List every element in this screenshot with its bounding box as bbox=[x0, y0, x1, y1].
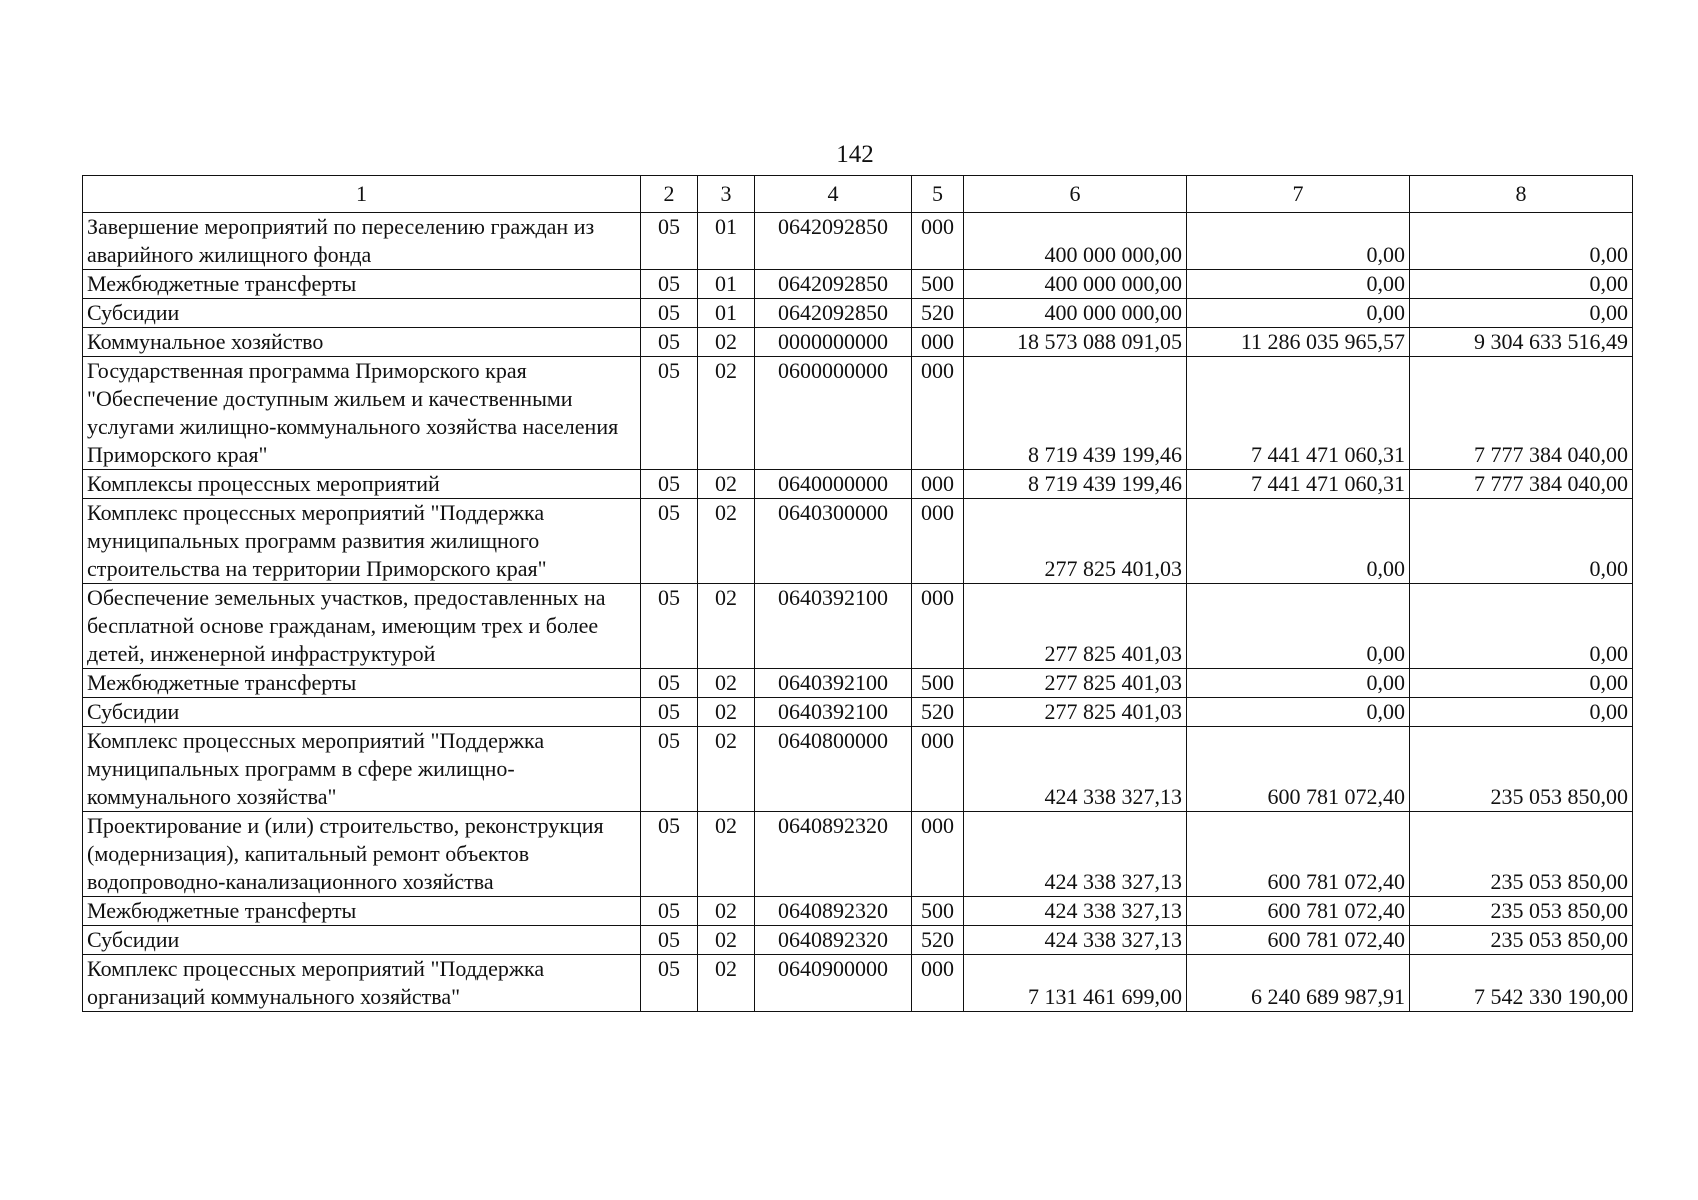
target-article-cell: 0642092850 bbox=[755, 270, 912, 299]
row-name-cell: Государственная программа Приморского края "Обеспечение доступным жильем и качественными услугами жилищно-коммунального хозяйства населения Приморского края" bbox=[83, 357, 641, 470]
amount-col6-cell: 277 825 401,03 bbox=[964, 499, 1187, 584]
expense-type-cell: 520 bbox=[912, 299, 964, 328]
amount-col6-cell: 400 000 000,00 bbox=[964, 299, 1187, 328]
amount-col8-cell: 0,00 bbox=[1410, 299, 1633, 328]
amount-col8-cell: 9 304 633 516,49 bbox=[1410, 328, 1633, 357]
table-body bbox=[83, 213, 1633, 1012]
column-header-3: 3 bbox=[698, 176, 755, 213]
section-code-cell: 05 bbox=[641, 897, 698, 926]
row-name-cell: Комплексы процессных мероприятий bbox=[83, 470, 641, 499]
amount-col7-cell: 600 781 072,40 bbox=[1187, 727, 1410, 812]
subsection-code-cell: 02 bbox=[698, 584, 755, 669]
expense-type-cell: 000 bbox=[912, 955, 964, 1012]
amount-col7-cell: 7 441 471 060,31 bbox=[1187, 470, 1410, 499]
target-article-cell: 0640892320 bbox=[755, 812, 912, 897]
column-header-7: 7 bbox=[1187, 176, 1410, 213]
subsection-code-cell: 01 bbox=[698, 299, 755, 328]
amount-col8-cell: 0,00 bbox=[1410, 584, 1633, 669]
amount-col6-cell: 424 338 327,13 bbox=[964, 897, 1187, 926]
column-header-5: 5 bbox=[912, 176, 964, 213]
expense-type-cell: 500 bbox=[912, 897, 964, 926]
section-code-cell: 05 bbox=[641, 698, 698, 727]
table-row bbox=[83, 669, 1633, 698]
expense-type-cell: 500 bbox=[912, 270, 964, 299]
target-article-cell: 0640392100 bbox=[755, 584, 912, 669]
section-code-cell: 05 bbox=[641, 727, 698, 812]
amount-col8-cell: 7 777 384 040,00 bbox=[1410, 470, 1633, 499]
subsection-code-cell: 02 bbox=[698, 470, 755, 499]
row-name-cell: Комплекс процессных мероприятий "Поддержка организаций коммунального хозяйства" bbox=[83, 955, 641, 1012]
expense-type-cell: 520 bbox=[912, 698, 964, 727]
target-article-cell: 0600000000 bbox=[755, 357, 912, 470]
amount-col6-cell: 424 338 327,13 bbox=[964, 812, 1187, 897]
amount-col7-cell: 0,00 bbox=[1187, 584, 1410, 669]
target-article-cell: 0642092850 bbox=[755, 299, 912, 328]
column-header-4: 4 bbox=[755, 176, 912, 213]
amount-col6-cell: 277 825 401,03 bbox=[964, 698, 1187, 727]
section-code-cell: 05 bbox=[641, 328, 698, 357]
amount-col8-cell: 0,00 bbox=[1410, 669, 1633, 698]
target-article-cell: 0640392100 bbox=[755, 669, 912, 698]
column-header-6: 6 bbox=[964, 176, 1187, 213]
column-header-1: 1 bbox=[83, 176, 641, 213]
table-row bbox=[83, 812, 1633, 897]
section-code-cell: 05 bbox=[641, 499, 698, 584]
subsection-code-cell: 02 bbox=[698, 669, 755, 698]
target-article-cell: 0640892320 bbox=[755, 926, 912, 955]
amount-col7-cell: 600 781 072,40 bbox=[1187, 926, 1410, 955]
row-name-cell: Коммунальное хозяйство bbox=[83, 328, 641, 357]
expense-type-cell: 520 bbox=[912, 926, 964, 955]
row-name-cell: Субсидии bbox=[83, 698, 641, 727]
expense-type-cell: 000 bbox=[912, 470, 964, 499]
amount-col8-cell: 0,00 bbox=[1410, 499, 1633, 584]
row-name-cell: Межбюджетные трансферты bbox=[83, 897, 641, 926]
table-row bbox=[83, 470, 1633, 499]
amount-col7-cell: 600 781 072,40 bbox=[1187, 812, 1410, 897]
subsection-code-cell: 02 bbox=[698, 812, 755, 897]
target-article-cell: 0640800000 bbox=[755, 727, 912, 812]
expense-type-cell: 000 bbox=[912, 584, 964, 669]
expense-type-cell: 000 bbox=[912, 812, 964, 897]
target-article-cell: 0640000000 bbox=[755, 470, 912, 499]
column-header-8: 8 bbox=[1410, 176, 1633, 213]
amount-col8-cell: 235 053 850,00 bbox=[1410, 926, 1633, 955]
budget-table bbox=[82, 175, 1633, 1012]
row-name-cell: Субсидии bbox=[83, 299, 641, 328]
expense-type-cell: 000 bbox=[912, 499, 964, 584]
section-code-cell: 05 bbox=[641, 270, 698, 299]
amount-col8-cell: 7 542 330 190,00 bbox=[1410, 955, 1633, 1012]
table-row bbox=[83, 698, 1633, 727]
table-row bbox=[83, 328, 1633, 357]
section-code-cell: 05 bbox=[641, 926, 698, 955]
amount-col6-cell: 277 825 401,03 bbox=[964, 584, 1187, 669]
table-row bbox=[83, 584, 1633, 669]
subsection-code-cell: 02 bbox=[698, 328, 755, 357]
amount-col6-cell: 400 000 000,00 bbox=[964, 270, 1187, 299]
amount-col6-cell: 18 573 088 091,05 bbox=[964, 328, 1187, 357]
table-row bbox=[83, 270, 1633, 299]
table-row bbox=[83, 727, 1633, 812]
amount-col6-cell: 400 000 000,00 bbox=[964, 213, 1187, 270]
header-row bbox=[83, 176, 1633, 213]
subsection-code-cell: 01 bbox=[698, 213, 755, 270]
table-row bbox=[83, 955, 1633, 1012]
amount-col7-cell: 600 781 072,40 bbox=[1187, 897, 1410, 926]
section-code-cell: 05 bbox=[641, 812, 698, 897]
table-row bbox=[83, 299, 1633, 328]
amount-col6-cell: 277 825 401,03 bbox=[964, 669, 1187, 698]
table-row bbox=[83, 897, 1633, 926]
table-row bbox=[83, 357, 1633, 470]
page-number: 142 bbox=[836, 141, 874, 168]
target-article-cell: 0642092850 bbox=[755, 213, 912, 270]
section-code-cell: 05 bbox=[641, 955, 698, 1012]
amount-col6-cell: 424 338 327,13 bbox=[964, 926, 1187, 955]
subsection-code-cell: 02 bbox=[698, 926, 755, 955]
row-name-cell: Проектирование и (или) строительство, реконструкция (модернизация), капитальный ремонт объектов водопроводно-канализационного хозяйства bbox=[83, 812, 641, 897]
amount-col7-cell: 7 441 471 060,31 bbox=[1187, 357, 1410, 470]
target-article-cell: 0640300000 bbox=[755, 499, 912, 584]
amount-col7-cell: 11 286 035 965,57 bbox=[1187, 328, 1410, 357]
row-name-cell: Субсидии bbox=[83, 926, 641, 955]
amount-col8-cell: 235 053 850,00 bbox=[1410, 812, 1633, 897]
expense-type-cell: 000 bbox=[912, 727, 964, 812]
amount-col8-cell: 0,00 bbox=[1410, 213, 1633, 270]
expense-type-cell: 000 bbox=[912, 328, 964, 357]
table-header bbox=[83, 176, 1633, 213]
section-code-cell: 05 bbox=[641, 584, 698, 669]
table-row bbox=[83, 499, 1633, 584]
section-code-cell: 05 bbox=[641, 299, 698, 328]
subsection-code-cell: 02 bbox=[698, 897, 755, 926]
section-code-cell: 05 bbox=[641, 213, 698, 270]
subsection-code-cell: 02 bbox=[698, 955, 755, 1012]
amount-col7-cell: 6 240 689 987,91 bbox=[1187, 955, 1410, 1012]
table-row bbox=[83, 213, 1633, 270]
amount-col7-cell: 0,00 bbox=[1187, 299, 1410, 328]
amount-col6-cell: 424 338 327,13 bbox=[964, 727, 1187, 812]
amount-col7-cell: 0,00 bbox=[1187, 270, 1410, 299]
expense-type-cell: 000 bbox=[912, 357, 964, 470]
expense-type-cell: 000 bbox=[912, 213, 964, 270]
subsection-code-cell: 02 bbox=[698, 698, 755, 727]
amount-col8-cell: 235 053 850,00 bbox=[1410, 727, 1633, 812]
amount-col6-cell: 8 719 439 199,46 bbox=[964, 357, 1187, 470]
row-name-cell: Обеспечение земельных участков, предоставленных на бесплатной основе гражданам, имеющим трех и более детей, инженерной инфраструктурой bbox=[83, 584, 641, 669]
column-header-2: 2 bbox=[641, 176, 698, 213]
amount-col8-cell: 7 777 384 040,00 bbox=[1410, 357, 1633, 470]
expense-type-cell: 500 bbox=[912, 669, 964, 698]
subsection-code-cell: 02 bbox=[698, 727, 755, 812]
target-article-cell: 0000000000 bbox=[755, 328, 912, 357]
amount-col7-cell: 0,00 bbox=[1187, 698, 1410, 727]
target-article-cell: 0640892320 bbox=[755, 897, 912, 926]
amount-col6-cell: 8 719 439 199,46 bbox=[964, 470, 1187, 499]
section-code-cell: 05 bbox=[641, 357, 698, 470]
amount-col7-cell: 0,00 bbox=[1187, 669, 1410, 698]
amount-col6-cell: 7 131 461 699,00 bbox=[964, 955, 1187, 1012]
row-name-cell: Комплекс процессных мероприятий "Поддержка муниципальных программ развития жилищного строительства на территории Приморского края" bbox=[83, 499, 641, 584]
row-name-cell: Межбюджетные трансферты bbox=[83, 270, 641, 299]
subsection-code-cell: 02 bbox=[698, 499, 755, 584]
row-name-cell: Завершение мероприятий по переселению граждан из аварийного жилищного фонда bbox=[83, 213, 641, 270]
subsection-code-cell: 02 bbox=[698, 357, 755, 470]
amount-col8-cell: 0,00 bbox=[1410, 698, 1633, 727]
amount-col8-cell: 0,00 bbox=[1410, 270, 1633, 299]
section-code-cell: 05 bbox=[641, 669, 698, 698]
target-article-cell: 0640392100 bbox=[755, 698, 912, 727]
row-name-cell: Межбюджетные трансферты bbox=[83, 669, 641, 698]
amount-col8-cell: 235 053 850,00 bbox=[1410, 897, 1633, 926]
subsection-code-cell: 01 bbox=[698, 270, 755, 299]
row-name-cell: Комплекс процессных мероприятий "Поддержка муниципальных программ в сфере жилищно-коммунального хозяйства" bbox=[83, 727, 641, 812]
target-article-cell: 0640900000 bbox=[755, 955, 912, 1012]
amount-col7-cell: 0,00 bbox=[1187, 213, 1410, 270]
amount-col7-cell: 0,00 bbox=[1187, 499, 1410, 584]
table-row bbox=[83, 926, 1633, 955]
section-code-cell: 05 bbox=[641, 470, 698, 499]
